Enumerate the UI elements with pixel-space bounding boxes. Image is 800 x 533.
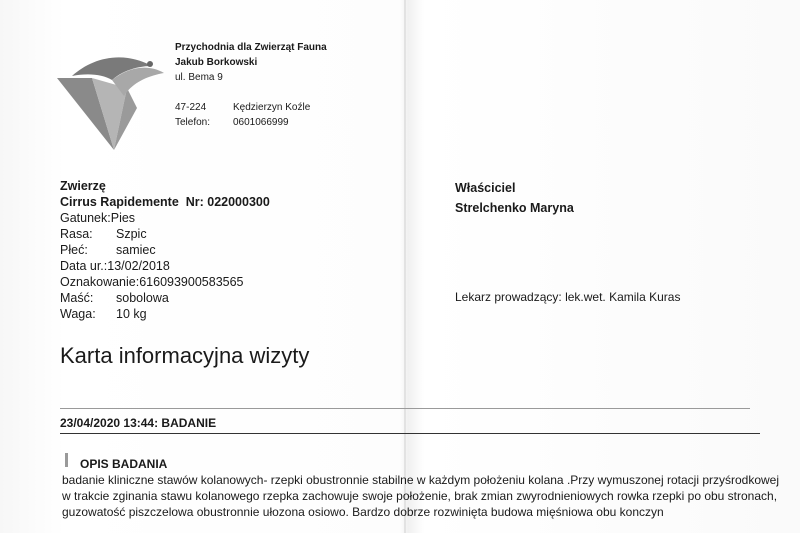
animal-breed-row [60,226,270,242]
animal-info [60,178,270,322]
color-value: sobolowa [116,291,169,305]
birth-label: Data ur.: [60,259,108,273]
species-value: Pies [110,211,136,225]
marking-label: Oznakowanie: [60,275,140,289]
owner-name: Strelchenko Maryna [455,201,574,215]
animal-color-row [60,290,270,306]
breed-label: Rasa: [60,227,93,241]
exam-section-title: OPIS BADANIA [80,457,168,471]
visit-divider [60,433,760,434]
clinic-logo-icon [52,38,167,153]
clinic-doctor: Jakub Borkowski [175,57,258,68]
animal-name-line: Cirrus Rapidemente Nr: 022000300 [60,195,270,209]
top-divider [60,408,750,409]
color-label: Maść: [60,291,94,305]
clinic-phone-label: Telefon: [175,117,211,128]
clinic-city-row [175,100,327,115]
animal-marking-row [60,274,270,290]
sex-value: samiec [116,243,156,257]
vet-name: lek.wet. Kamila Kuras [565,290,681,304]
visit-header: 23/04/2020 13:44: BADANIE [60,416,217,430]
exam-description: badanie kliniczne stawów kolanowych- rzepki obustronnie stabilne w każdym położeniu kolana .Przy wymuszonej rotacji przyśrodkowej w trakcie zginania stawu kolanowego rzepka zachowuje swoje położenie, brak zmian zwyrodnieniowych rowka rzepki po obu stronach, guzowatość piszczelowa obustronnie ułozona osiowo. Bardzo dobrze rozwinięta budowa mięśniowa obu konczyn [62,473,780,519]
animal-section-title: Zwierzę [60,179,106,193]
owner-section-title: Właściciel [455,181,516,195]
vet-label: Lekarz prowadzący: [455,290,562,304]
document-title: Karta informacyjna wizyty [60,343,310,368]
species-label: Gatunek: [60,211,111,225]
animal-birth-row [60,258,270,274]
animal-sex-row [60,242,270,258]
clinic-phone: 0601066999 [233,117,289,128]
animal-weight-row [60,306,270,322]
marking-value: 616093900583565 [139,275,244,289]
attending-vet [455,290,680,304]
clinic-postal-code: 47-224 [175,102,207,113]
clinic-street: ul. Bema 9 [175,72,223,83]
weight-label: Waga: [60,307,96,321]
clinic-name: Przychodnia dla Zwierząt Fauna [175,42,327,53]
birth-value: 13/02/2018 [107,259,170,273]
clinic-city: Kędzierzyn Koźle [233,102,311,113]
owner-info [455,178,574,218]
sex-label: Płeć: [60,243,88,257]
weight-value: 10 kg [116,307,147,321]
page-fold [404,0,406,533]
clinic-phone-row [175,115,327,130]
animal-species-row [60,210,270,226]
clinic-info [175,40,327,130]
section-marker [65,453,68,467]
breed-value: Szpic [116,227,147,241]
